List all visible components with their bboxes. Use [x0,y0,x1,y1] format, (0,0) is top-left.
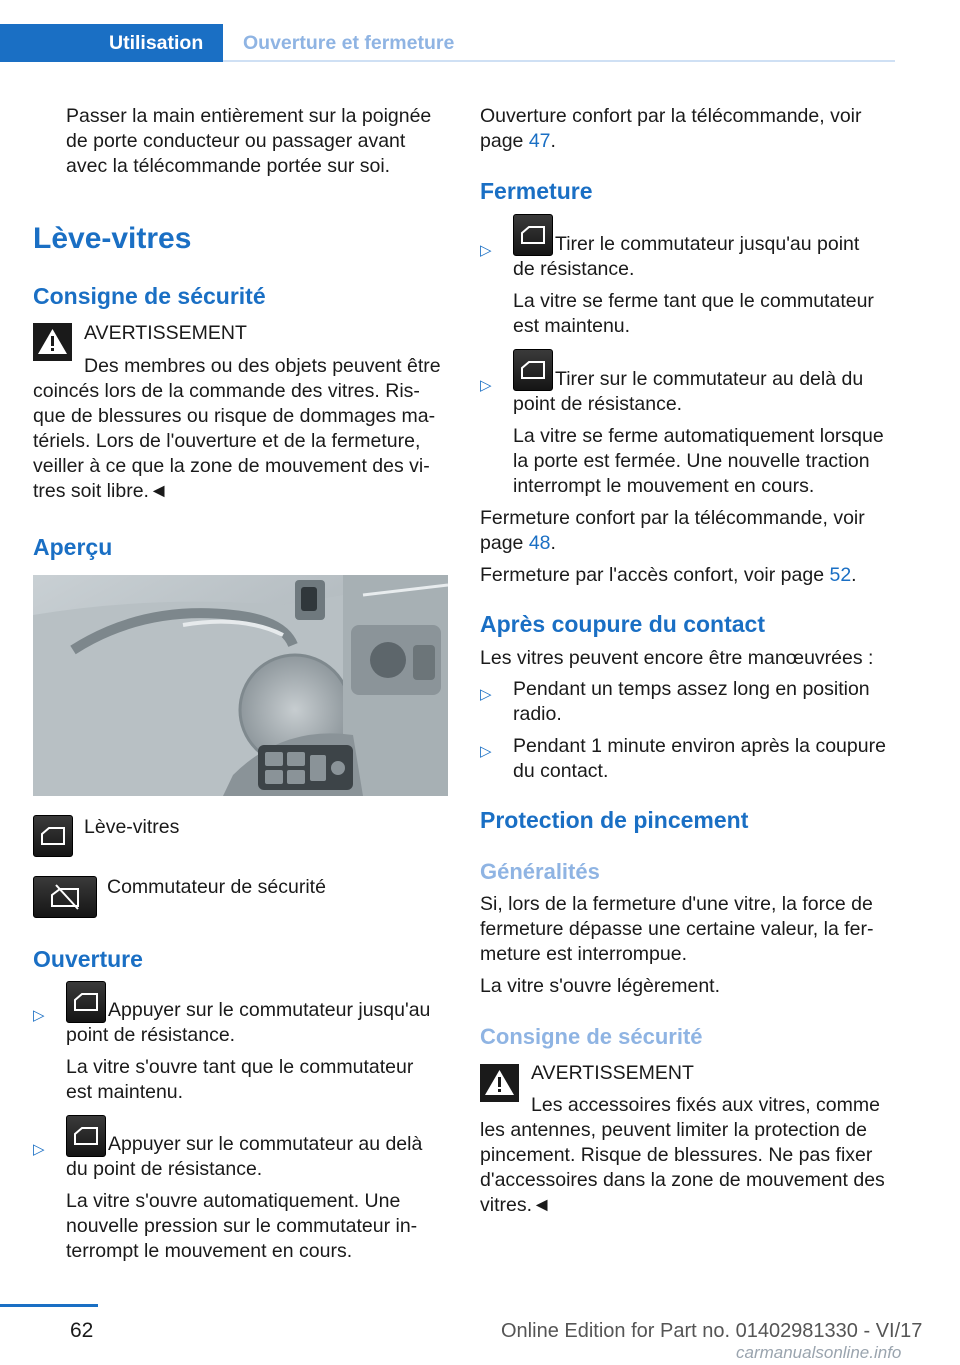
watermark: carmanualsonline.info [736,1343,902,1362]
ouverture-step1-text: point de résistance. La vitre s'ouvre tant que le commutateur est maintenu. [66,1024,414,1103]
apres-item1: Pendant un temps assez long en position radio. [513,678,870,725]
generalites-text: Si, lors de la fermeture d'une vitre, la force de fermeture dépasse une certaine valeur, la fer- meture est interrompue. [480,893,874,965]
fermeture-step1-text: de résistance. La vitre se ferme tant que le commutateur est maintenu. [513,258,874,337]
heading-apres-coupure: Après coupure du contact [480,611,765,637]
bullet-marker: ▷ [33,1141,45,1158]
page-link-48[interactable]: 48 [528,532,551,554]
warning-text: Des membres ou des objets peuvent être coincés lors de la commande des vitres. Ris- que de blessures ou risque de dommages ma- tériels. Lors de l'ouverture et de la fermeture, veiller à ce que la zone de mouvement des vi- tres soit libre.◄ [33,355,441,502]
window-switch-icon [513,214,553,256]
bullet-marker: ▷ [480,686,492,703]
footer-divider [0,1304,98,1307]
confort-open-text: Ouverture confort par la télécommande, voir page 47. [480,105,862,152]
window-switch-icon [513,349,553,391]
heading-apercu: Aperçu [33,534,113,560]
page-link-47[interactable]: 47 [528,130,551,152]
header-tab [0,24,223,62]
heading-safety-2: Consigne de sécurité [480,1024,703,1049]
window-switch-icon [66,1115,106,1157]
heading-fermeture: Fermeture [480,178,593,204]
header-section: Ouverture et fermeture [243,32,455,54]
warning-2-title: AVERTISSEMENT [531,1062,694,1084]
acces-confort-text: Fermeture par l'accès confort, voir page 52. [480,564,857,586]
window-switch-icon [33,815,73,857]
fermeture-step2-text: point de résistance. La vitre se ferme automatiquement lorsque la porte est fermée. Une nouvelle traction interrompt le mouvement en cours. [513,393,884,497]
ouverture-step2-text: du point de résistance. La vitre s'ouvre automatiquement. Une nouvelle pression sur le commutateur in- terrompt le mouvement en cours. [66,1158,418,1262]
fermeture-step1-first: Tirer le commutateur jusqu'au point [555,233,860,255]
confort-close-text: Fermeture confort par la télécommande, voir page 48. [480,507,865,554]
door-panel-illustration [33,575,448,803]
heading-ouverture: Ouverture [33,946,143,972]
header-divider [223,60,895,62]
bullet-marker: ▷ [33,1007,45,1024]
heading-leve-vitres: Lève-vitres [33,222,192,255]
bullet-marker: ▷ [480,743,492,760]
fermeture-step2-first: Tirer sur le commutateur au delà du [555,368,864,390]
apres-text: Les vitres peuvent encore être manœuvrées : [480,647,874,669]
heading-generalites: Généralités [480,859,600,884]
heading-safety: Consigne de sécurité [33,283,266,309]
intro-text: Passer la main entièrement sur la poignée de porte conducteur ou passager avant avec la télécommande portée sur soi. [66,105,432,177]
legend-leve-vitres: Lève-vitres [84,816,180,838]
page-number: 62 [70,1319,94,1342]
page-link-52[interactable]: 52 [829,564,852,586]
apres-item2: Pendant 1 minute environ après la coupure du contact. [513,735,886,782]
legend-safety-switch: Commutateur de sécurité [107,876,326,898]
heading-protection: Protection de pincement [480,807,749,833]
bullet-marker: ▷ [480,242,492,259]
footer-edition: Online Edition for Part no. 01402981330 - VI/17 [501,1320,923,1342]
ouverture-step2-first: Appuyer sur le commutateur au delà [108,1133,423,1155]
generalites-text-2: La vitre s'ouvre légèrement. [480,975,721,997]
safety-switch-icon [33,876,97,918]
header-tab-label: Utilisation [109,32,204,54]
ouverture-step1-first: Appuyer sur le commutateur jusqu'au [108,999,431,1021]
bullet-marker: ▷ [480,377,492,394]
warning-2-text: Les accessoires fixés aux vitres, comme les antennes, peuvent limiter la protection de pincement. Risque de blessures. Ne pas fixer d'accessoires dans la zone de mouvement des vitres.◄ [480,1094,885,1216]
window-switch-icon [66,981,106,1023]
warning-title: AVERTISSEMENT [84,322,247,344]
